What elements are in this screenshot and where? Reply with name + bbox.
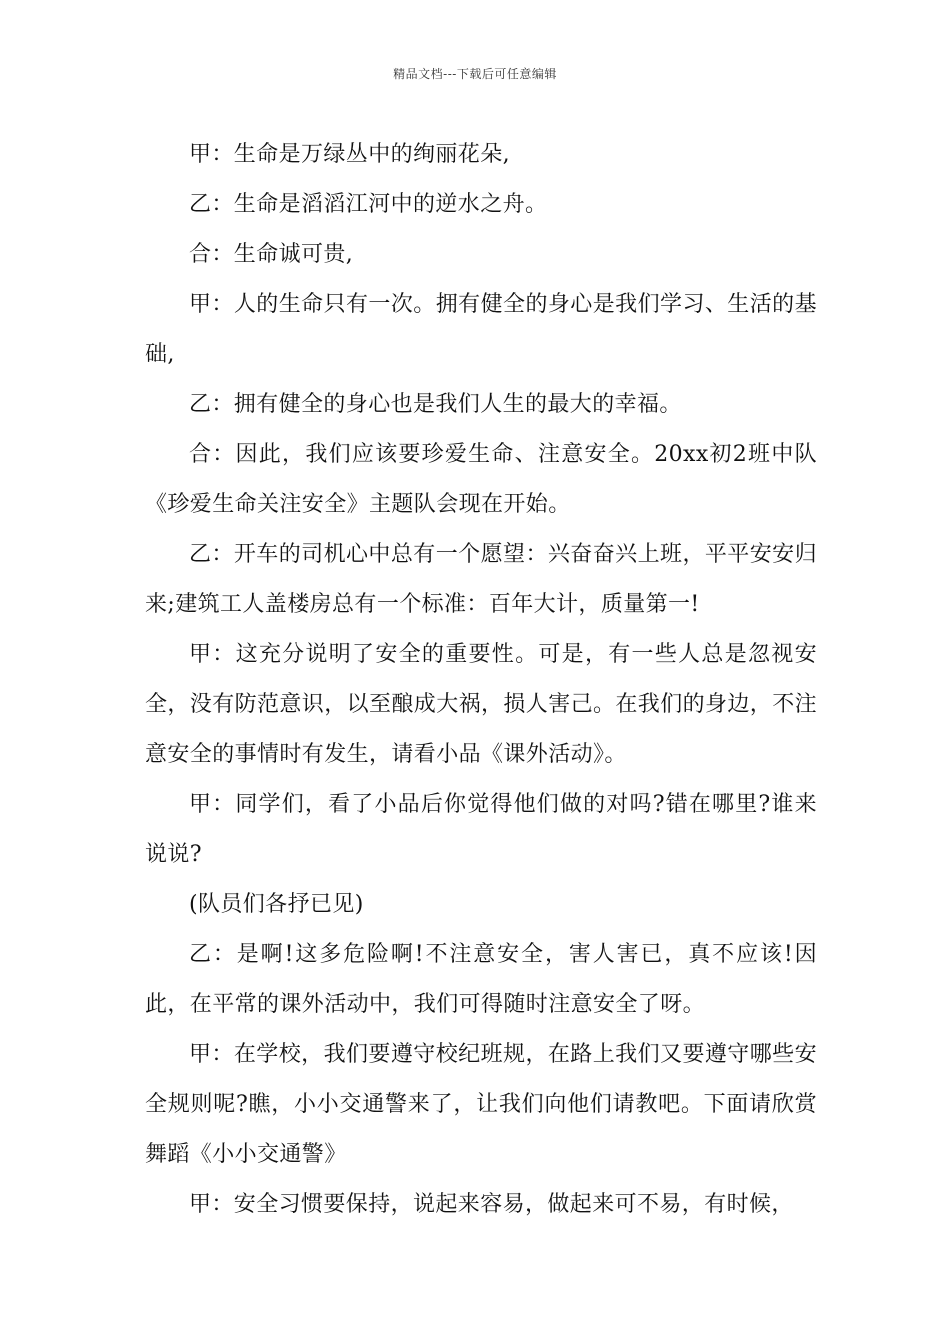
paragraph: 甲：在学校，我们要遵守校纪班规，在路上我们又要遵守哪些安全规则呢?瞧，小小交通警来了，让我们向他们请教吧。下面请欣赏舞蹈《小小交通警》 [145,1042,817,1167]
paragraph: 甲：生命是万绿丛中的绚丽花朵, [189,142,510,167]
document-body [145,130,817,1230]
paragraph: 甲：这充分说明了安全的重要性。可是，有一些人总是忽视安全，没有防范意识，以至酿成大祸，损人害己。在我们的身边，不注意安全的事情时有发生，请看小品《课外活动》。 [145,642,818,767]
paragraph: 合：生命诚可贵, [189,242,354,267]
paragraph: 乙：开车的司机心中总有一个愿望：兴奋奋兴上班，平平安安归来;建筑工人盖楼房总有一个标准：百年大计，质量第一! [145,542,817,617]
paragraph: 乙：生命是滔滔江河中的逆水之舟。 [189,192,548,217]
paragraph: 乙：是啊!这多危险啊!不注意安全，害人害已，真不应该!因此，在平常的课外活动中，我们可得随时注意安全了呀。 [145,942,817,1017]
paragraph: 甲：同学们，看了小品后你觉得他们做的对吗?错在哪里?谁来说说? [145,792,817,867]
paragraph: (队员们各抒已见) [189,892,364,917]
paragraph: 甲：人的生命只有一次。拥有健全的身心是我们学习、生活的基础, [145,292,817,367]
paragraph: 合：因此，我们应该要珍爱生命、注意安全。20xx初2班中队《珍爱生命关注安全》主题队会现在开始。 [145,442,817,517]
page-header: 精品文档---下载后可任意编辑 [393,67,557,81]
paragraph: 乙：拥有健全的身心也是我们人生的最大的幸福。 [189,392,682,417]
paragraph: 甲：安全习惯要保持，说起来容易，做起来可不易，有时候， [189,1192,794,1217]
